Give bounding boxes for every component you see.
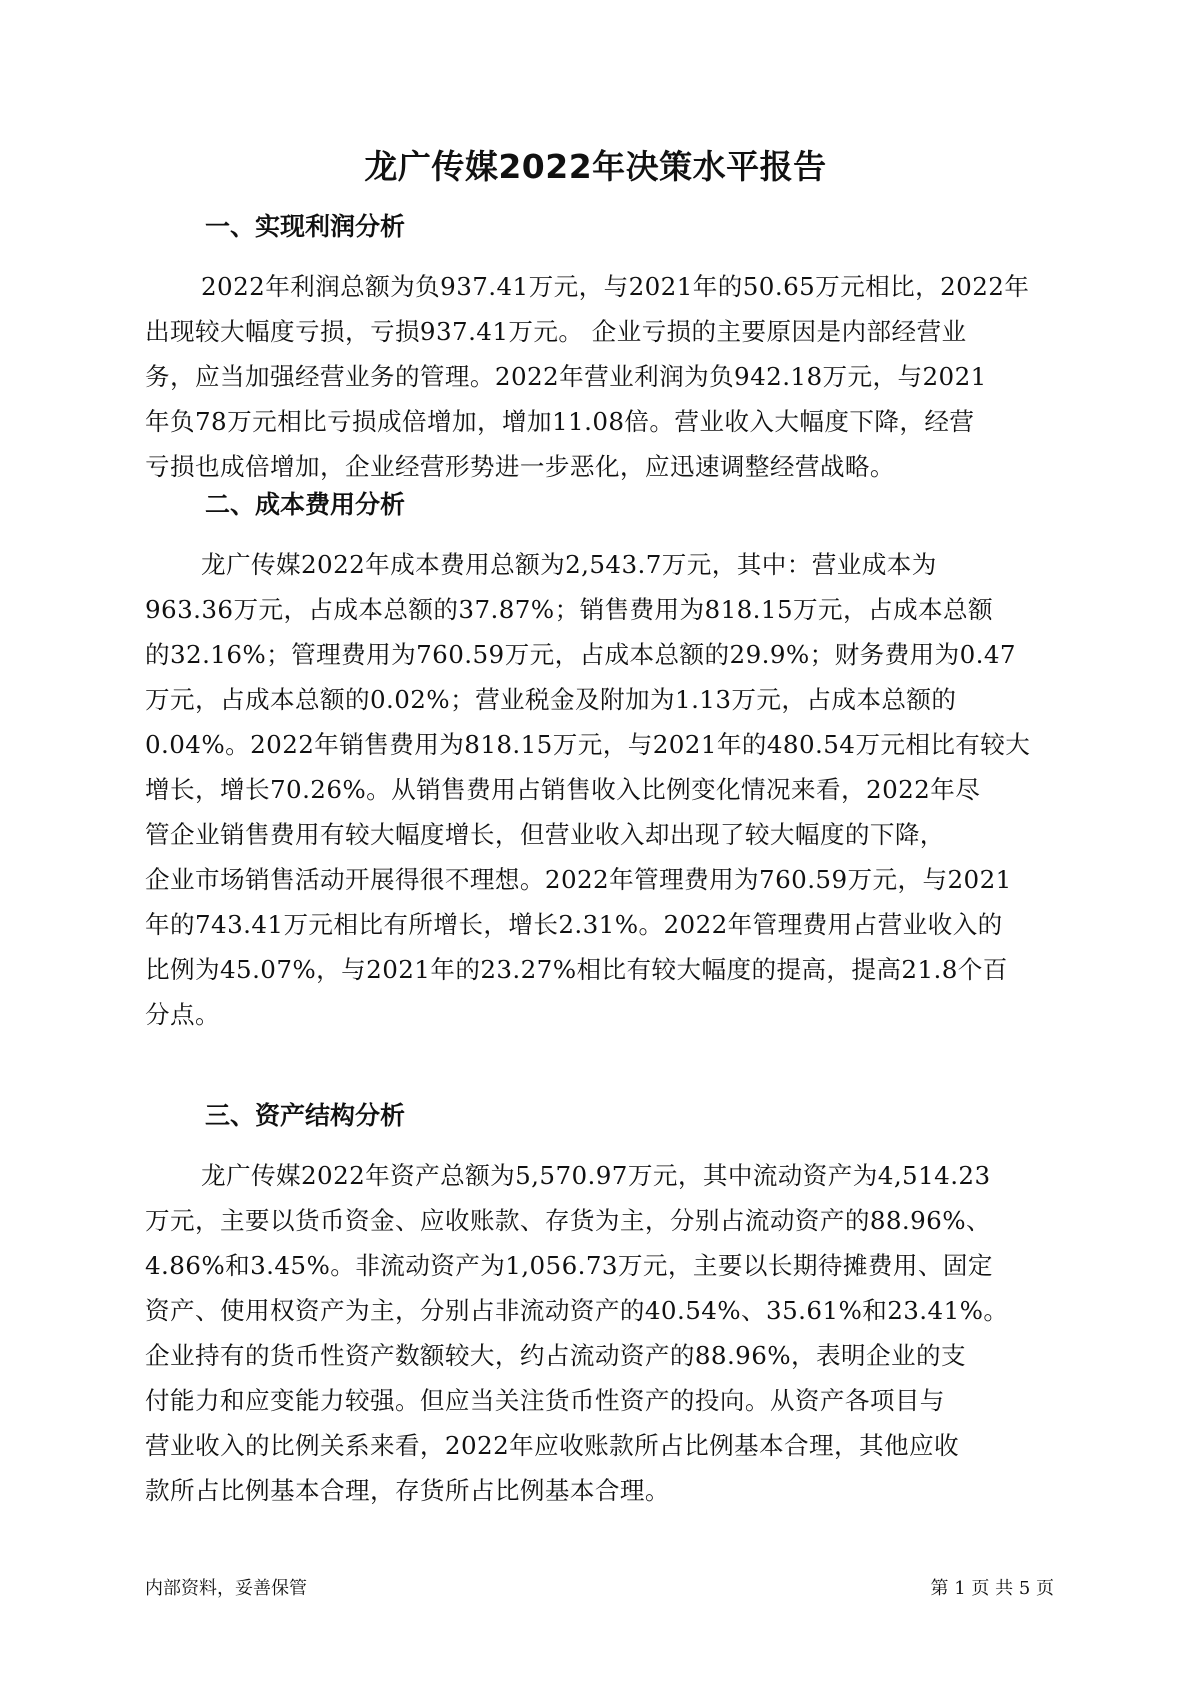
section-body-profit bbox=[145, 264, 1065, 489]
paragraph-line: 万元，占成本总额的0.02%；营业税金及附加为1.13万元，占成本总额的 bbox=[145, 685, 957, 714]
paragraph-line: 出现较大幅度亏损，亏损937.41万元。 企业亏损的主要原因是内部经营业 bbox=[145, 317, 967, 346]
paragraph-line: 资产、使用权资产为主，分别占非流动资产的40.54%、35.61%和23.41%。 bbox=[145, 1296, 1009, 1325]
paragraph-line: 付能力和应变能力较强。但应当关注货币性资产的投向。从资产各项目与 bbox=[145, 1386, 945, 1415]
section-heading-profit: 一、实现利润分析 bbox=[205, 212, 406, 241]
paragraph-line: 龙广传媒2022年成本费用总额为2,543.7万元，其中：营业成本为 bbox=[201, 550, 937, 579]
paragraph-line: 管企业销售费用有较大幅度增长，但营业收入却出现了较大幅度的下降， bbox=[145, 820, 945, 849]
paragraph-line: 企业市场销售活动开展得很不理想。2022年管理费用为760.59万元，与2021 bbox=[145, 865, 1012, 894]
paragraph-line: 的32.16%；管理费用为760.59万元，占成本总额的29.9%；财务费用为0.47 bbox=[145, 640, 1016, 669]
paragraph-line: 龙广传媒2022年资产总额为5,570.97万元，其中流动资产为4,514.23 bbox=[201, 1161, 991, 1190]
footer-confidential-note: 内部资料，妥善保管 bbox=[145, 1578, 307, 1599]
paragraph-line: 0.04%。2022年销售费用为818.15万元，与2021年的480.54万元相比有较大 bbox=[145, 730, 1031, 759]
paragraph-line: 分点。 bbox=[145, 1000, 220, 1029]
page-title: 龙广传媒2022年决策水平报告 bbox=[364, 147, 827, 186]
section-body-assets bbox=[145, 1153, 1065, 1513]
paragraph-line: 万元，主要以货币资金、应收账款、存货为主，分别占流动资产的88.96%、 bbox=[145, 1206, 991, 1235]
section-heading-assets: 三、资产结构分析 bbox=[205, 1101, 406, 1130]
paragraph-line: 企业持有的货币性资产数额较大，约占流动资产的88.96%，表明企业的支 bbox=[145, 1341, 966, 1370]
paragraph-line: 增长，增长70.26%。从销售费用占销售收入比例变化情况来看，2022年尽 bbox=[145, 775, 981, 804]
paragraph-line: 963.36万元，占成本总额的37.87%；销售费用为818.15万元，占成本总额 bbox=[145, 595, 993, 624]
footer-page-info: 第 1 页 共 5 页 bbox=[930, 1578, 1054, 1599]
paragraph-line: 年负78万元相比亏损成倍增加，增加11.08倍。营业收入大幅度下降，经营 bbox=[145, 407, 975, 436]
paragraph-line: 4.86%和3.45%。非流动资产为1,056.73万元，主要以长期待摊费用、固定 bbox=[145, 1251, 993, 1280]
paragraph-line: 款所占比例基本合理，存货所占比例基本合理。 bbox=[145, 1476, 670, 1505]
section-heading-cost: 二、成本费用分析 bbox=[205, 490, 406, 519]
paragraph-line: 务，应当加强经营业务的管理。2022年营业利润为负942.18万元，与2021 bbox=[145, 362, 987, 391]
paragraph-line: 比例为45.07%，与2021年的23.27%相比有较大幅度的提高，提高21.8个百 bbox=[145, 955, 1008, 984]
paragraph-line: 亏损也成倍增加，企业经营形势进一步恶化，应迅速调整经营战略。 bbox=[145, 452, 895, 481]
paragraph-line: 2022年利润总额为负937.41万元，与2021年的50.65万元相比，2022年 bbox=[201, 272, 1030, 301]
section-body-cost bbox=[145, 542, 1065, 1037]
paragraph-line: 年的743.41万元相比有所增长，增长2.31%。2022年管理费用占营业收入的 bbox=[145, 910, 1003, 939]
paragraph-line: 营业收入的比例关系来看，2022年应收账款所占比例基本合理，其他应收 bbox=[145, 1431, 960, 1460]
